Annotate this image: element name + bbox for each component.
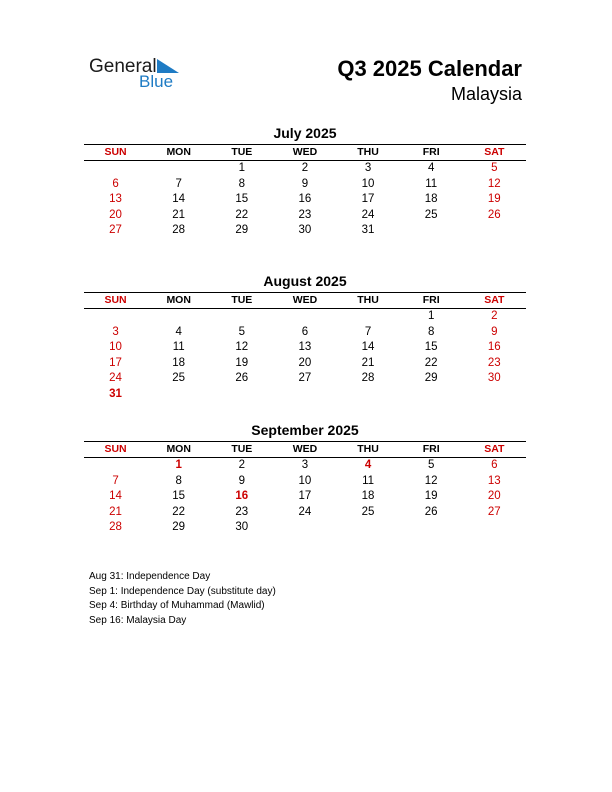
date-cell: 26 (235, 372, 249, 384)
date-cell (147, 387, 210, 403)
date-cell: 4 (427, 162, 435, 174)
date-cell: 3 (301, 459, 309, 471)
week-row (84, 325, 526, 341)
date-cell: 14 (109, 490, 122, 502)
holiday-date-cell: 16 (235, 490, 249, 502)
date-cell: 5 (427, 459, 435, 471)
date-cell: 23 (235, 505, 249, 518)
weekday-header-row (84, 293, 526, 309)
date-cell: 19 (424, 490, 438, 502)
brand-logo (89, 56, 189, 96)
date-cell: 13 (487, 474, 501, 487)
date-cell: 10 (298, 474, 312, 487)
date-cell (337, 309, 400, 325)
date-cell: 13 (109, 193, 122, 205)
weekday-header: WED (292, 443, 318, 455)
date-cell: 2 (301, 162, 309, 174)
holiday-list (89, 570, 276, 628)
week-row (84, 520, 526, 536)
week-row (84, 371, 526, 387)
date-cell: 24 (298, 505, 312, 518)
date-cell (84, 161, 147, 177)
date-cell: 14 (172, 193, 186, 205)
date-cell (463, 520, 526, 536)
date-cell (337, 520, 400, 536)
date-cell: 28 (109, 521, 122, 533)
date-cell: 28 (172, 224, 186, 236)
weekday-header: SAT (484, 294, 505, 306)
logo-flag-icon (157, 59, 179, 73)
holiday-item: Sep 1: Independence Day (substitute day) (89, 585, 276, 597)
date-cell: 7 (175, 177, 182, 190)
date-cell (273, 387, 336, 403)
holiday-item: Sep 16: Malaysia Day (89, 614, 187, 626)
weekday-header: SUN (104, 294, 127, 306)
date-cell (273, 520, 336, 536)
calendar-grid (84, 292, 526, 402)
weekday-header-row (84, 442, 526, 458)
country-name: Malaysia (450, 84, 522, 104)
date-cell: 27 (298, 372, 312, 384)
month-title: September 2025 (251, 422, 359, 438)
month-title: July 2025 (273, 125, 337, 141)
date-cell: 11 (425, 177, 438, 190)
date-cell: 27 (487, 505, 501, 518)
week-row (84, 458, 526, 474)
week-row (84, 387, 526, 403)
date-cell: 31 (361, 224, 375, 236)
week-row (84, 489, 526, 505)
date-cell: 18 (361, 490, 375, 502)
date-cell: 2 (491, 310, 498, 322)
date-cell (400, 520, 463, 536)
date-cell (463, 223, 526, 239)
date-cell: 9 (491, 325, 498, 338)
date-cell: 21 (172, 208, 186, 221)
weekday-header: TUE (231, 443, 253, 455)
date-cell: 19 (235, 356, 249, 369)
weekday-header: MON (166, 294, 191, 306)
calendar-grid (84, 441, 526, 536)
date-cell: 8 (427, 325, 435, 338)
date-cell: 29 (172, 521, 186, 533)
weekday-header: THU (357, 294, 379, 306)
week-row (84, 340, 526, 356)
date-cell (210, 387, 273, 403)
weekday-header: THU (357, 146, 379, 158)
date-cell: 25 (172, 372, 186, 384)
date-cell: 19 (487, 193, 501, 205)
month-august (84, 272, 526, 402)
date-cell: 15 (235, 193, 249, 205)
holiday-date-cell: 31 (109, 387, 122, 400)
date-cell: 30 (487, 372, 501, 384)
week-row (84, 474, 526, 490)
date-cell: 8 (175, 474, 182, 487)
month-july (84, 124, 526, 239)
holiday-item: Aug 31: Independence Day (89, 571, 211, 582)
weekday-header: WED (292, 146, 318, 158)
holiday-date-cell: 1 (175, 459, 182, 471)
date-cell: 10 (361, 177, 375, 190)
date-cell: 5 (238, 325, 246, 338)
date-cell: 29 (424, 372, 438, 384)
date-cell (147, 309, 210, 325)
date-cell: 17 (109, 356, 122, 369)
date-cell (400, 223, 463, 239)
weekday-header: SUN (104, 443, 127, 455)
date-cell: 9 (238, 474, 246, 487)
date-cell: 25 (424, 208, 438, 221)
date-cell (273, 309, 336, 325)
date-cell: 30 (235, 521, 249, 533)
date-cell: 7 (364, 325, 372, 338)
date-cell: 21 (109, 505, 122, 518)
date-cell: 10 (109, 341, 122, 353)
week-row (84, 356, 526, 372)
weekday-header: SAT (484, 146, 505, 158)
date-cell: 15 (424, 341, 438, 353)
date-cell (84, 458, 147, 474)
date-cell: 24 (361, 208, 375, 221)
date-cell: 4 (175, 325, 182, 338)
week-row (84, 177, 526, 193)
date-cell: 23 (298, 208, 312, 221)
date-cell (337, 387, 400, 403)
date-cell: 16 (487, 341, 501, 353)
date-cell: 13 (298, 341, 312, 353)
weekday-header: FRI (422, 146, 440, 158)
weekday-header: THU (357, 443, 379, 455)
date-cell: 3 (112, 325, 119, 338)
date-cell: 2 (238, 459, 246, 471)
date-cell: 24 (109, 372, 122, 384)
date-cell (400, 387, 463, 403)
date-cell: 7 (112, 474, 119, 487)
date-cell: 8 (238, 177, 246, 190)
weekday-header-row (84, 145, 526, 161)
weekday-header: FRI (422, 443, 440, 455)
weekday-header: FRI (422, 294, 440, 306)
weekday-header: SUN (104, 146, 127, 158)
date-cell: 6 (301, 325, 309, 338)
date-cell: 18 (172, 356, 186, 369)
date-cell: 20 (487, 490, 501, 502)
date-cell: 29 (235, 224, 249, 236)
week-row (84, 505, 526, 521)
date-cell: 9 (301, 177, 309, 190)
logo-word-blue: Blue (139, 72, 174, 91)
week-row (84, 161, 526, 177)
calendar-grid (84, 144, 526, 239)
date-cell: 26 (424, 505, 438, 518)
month-title: August 2025 (263, 273, 347, 289)
weekday-header: SAT (484, 443, 505, 455)
date-cell: 17 (361, 193, 375, 205)
week-row (84, 192, 526, 208)
date-cell (147, 161, 210, 177)
date-cell: 11 (172, 341, 185, 353)
date-cell: 12 (424, 474, 438, 487)
date-cell: 30 (298, 224, 312, 236)
date-cell (210, 309, 273, 325)
date-cell: 26 (487, 208, 501, 221)
date-cell: 14 (361, 341, 375, 353)
date-cell: 12 (235, 341, 249, 353)
holiday-item: Sep 4: Birthday of Muhammad (Mawlid) (89, 600, 265, 611)
date-cell: 6 (112, 177, 119, 190)
date-cell: 25 (361, 505, 375, 518)
weekday-header: MON (166, 146, 191, 158)
page-title: Q3 2025 Calendar (337, 56, 522, 81)
date-cell: 3 (364, 162, 372, 174)
date-cell: 5 (491, 162, 498, 174)
date-cell: 22 (172, 505, 186, 518)
date-cell: 16 (298, 193, 312, 205)
holiday-date-cell: 4 (364, 459, 372, 471)
date-cell: 18 (424, 193, 438, 205)
logo-word-general: General (89, 56, 157, 77)
weekday-header: MON (166, 443, 191, 455)
date-cell: 23 (487, 356, 501, 369)
weekday-header: WED (292, 294, 318, 306)
date-cell: 15 (172, 490, 186, 502)
weekday-header: TUE (231, 294, 253, 306)
date-cell (463, 387, 526, 403)
date-cell: 21 (361, 356, 375, 369)
date-cell: 6 (491, 459, 498, 471)
week-row (84, 223, 526, 239)
date-cell: 22 (424, 356, 438, 369)
date-cell: 22 (235, 208, 249, 221)
date-cell: 12 (487, 177, 501, 190)
week-row (84, 208, 526, 224)
date-cell: 1 (427, 310, 435, 322)
date-cell: 28 (361, 372, 375, 384)
month-september (84, 421, 526, 536)
date-cell: 11 (362, 474, 375, 487)
weekday-header: TUE (231, 146, 253, 158)
date-cell: 20 (298, 356, 312, 369)
date-cell: 20 (109, 208, 122, 221)
date-cell (84, 309, 147, 325)
date-cell: 27 (109, 224, 122, 236)
week-row (84, 309, 526, 325)
date-cell: 1 (238, 162, 246, 174)
date-cell: 17 (298, 490, 312, 502)
